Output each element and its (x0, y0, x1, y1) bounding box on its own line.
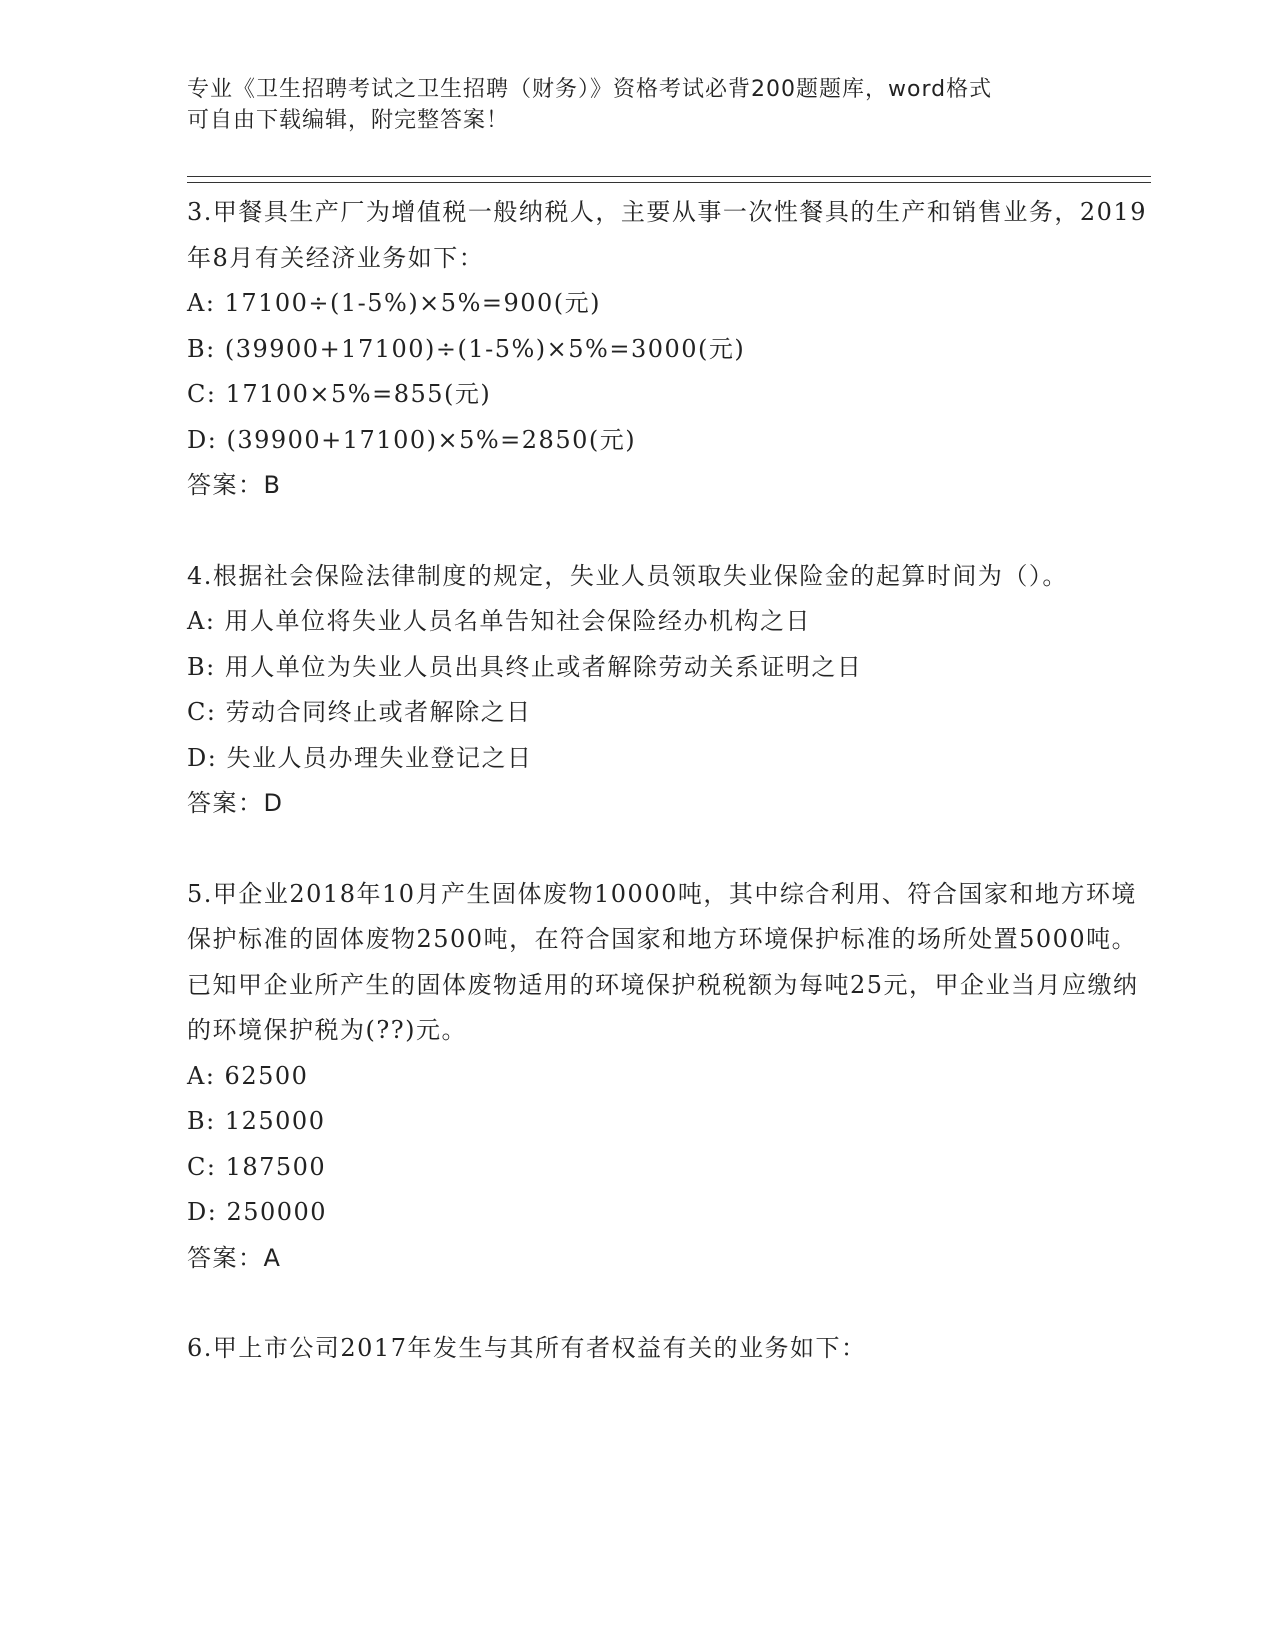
answer-label: 答案：A (187, 1243, 282, 1272)
option-a: A: 17100÷(1-5%)×5%=900(元) (187, 289, 602, 317)
question-text: 6.甲上市公司2017年发生与其所有者权益有关的业务如下： (187, 1334, 867, 1362)
question-text: 4.根据社会保险法律制度的规定，失业人员领取失业保险金的起算时间为（）。 (187, 561, 1068, 590)
question-6 (187, 1326, 1147, 1372)
option-b: B: 125000 (187, 1107, 326, 1135)
question-list (187, 190, 1147, 1417)
question-3 (187, 190, 1147, 509)
option-d: D: 失业人员办理失业登记之日 (187, 743, 533, 772)
question-text: 5.甲企业2018年10月产生固体废物10000吨，其中综合利用、符合国家和地方环境保护标准的固体废物2500吨，在符合国家和地方环境保护标准的场所处置5000吨。已知甲企业所产生的固体废物适用的环境保护税税额为每吨25元，甲企业当月应缴纳的环境保护税为(??)元。 (187, 879, 1139, 1044)
option-d: D: 250000 (187, 1198, 328, 1226)
question-text: 3.甲餐具生产厂为增值税一般纳税人，主要从事一次性餐具的生产和销售业务，2019年8月有关经济业务如下： (187, 198, 1147, 272)
header-line-1: 专业《卫生招聘考试之卫生招聘（财务）》资格考试必背200题题库，word格式 (187, 77, 993, 102)
option-b: B: (39900+17100)÷(1-5%)×5%=3000(元) (187, 334, 746, 363)
option-d: D: (39900+17100)×5%=2850(元) (187, 425, 637, 454)
question-5 (187, 872, 1147, 1282)
answer-label: 答案：B (187, 471, 282, 499)
document-header (187, 74, 1087, 136)
option-a: A: 用人单位将失业人员名单告知社会保险经办机构之日 (187, 607, 812, 635)
option-c: C: 187500 (187, 1152, 327, 1181)
answer-label: 答案：D (187, 789, 284, 817)
header-divider-top (187, 176, 1151, 177)
header-divider-bottom (187, 182, 1151, 183)
header-line-2: 可自由下载编辑，附完整答案！ (187, 108, 510, 133)
question-4 (187, 554, 1147, 827)
option-c: C: 17100×5%=855(元) (187, 380, 492, 408)
option-a: A: 62500 (187, 1061, 309, 1090)
option-c: C: 劳动合同终止或者解除之日 (187, 698, 532, 726)
option-b: B: 用人单位为失业人员出具终止或者解除劳动关系证明之日 (187, 652, 863, 681)
